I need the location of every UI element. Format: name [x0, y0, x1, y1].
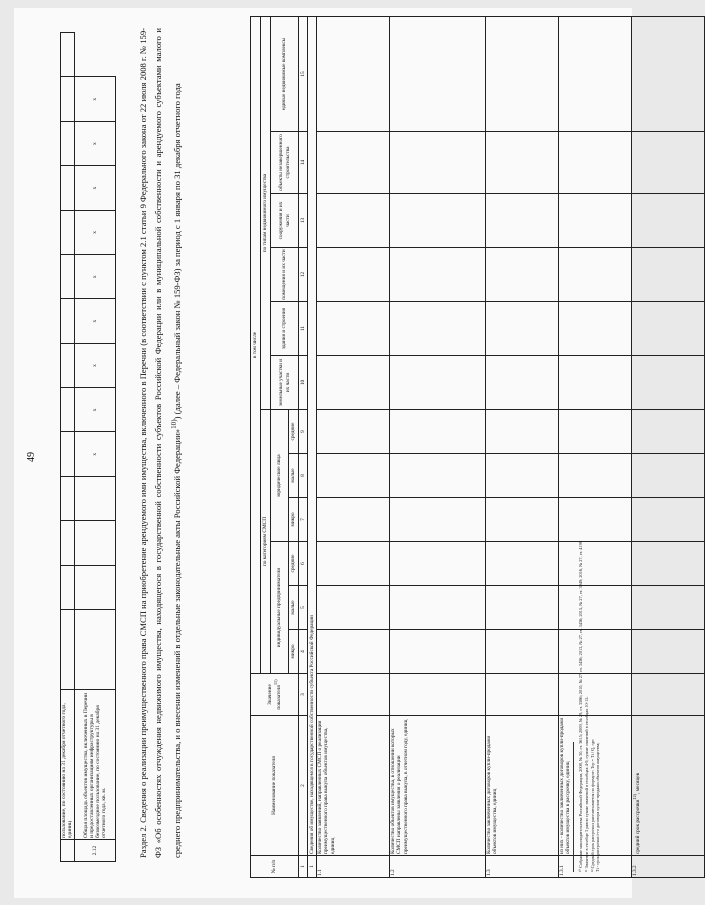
footnote-10: ¹⁰ Собрание законодательства Российской Федерации, 2008, № 30, ст. 3615; 2009, № 29, ст. 3586; 2010, № 27, ст. 3436; 2013, № 27, ст. 3436; 2015, № 27, ст. 3949; 2016, № 27, ст. 4198: [578, 541, 583, 872]
x-mark: х: [75, 343, 116, 387]
col-number: 14: [299, 132, 308, 194]
footnote-11: ¹¹ Значение в столбце 3 равно сумме значений в столбцах 4-9, сумме значений в столбцах 10-15.: [583, 696, 589, 872]
footnote-separator: [573, 742, 574, 872]
page-number: 49: [26, 452, 37, 462]
header-yl-micro: микро: [289, 498, 299, 542]
header-ip-medium: средние: [289, 542, 299, 586]
header-ip: индивидуальные предприниматели: [271, 542, 289, 674]
header-buildings: здания и строения: [271, 302, 299, 356]
header-property-types: по типам недвижимого имущества: [261, 17, 271, 410]
header-yl: юридические лица: [271, 410, 289, 542]
x-mark: х: [75, 432, 116, 476]
header-unfinished: объекты незавершенного строительства: [271, 132, 299, 194]
rotated-content: [18, 12, 641, 892]
footnotes: [578, 22, 601, 872]
header-including: в том числе: [251, 17, 261, 674]
x-mark: х: [75, 121, 116, 165]
header-structures: сооружения и их части: [271, 194, 299, 248]
row-num: 1.3.1: [559, 856, 632, 878]
col-number: 6: [299, 542, 308, 586]
row-label: средний срок рассрочки$^{12)}$, месяцев: [632, 716, 705, 856]
col-number: 2: [299, 716, 308, 856]
continuation-table: [60, 32, 116, 862]
header-num: № п/п: [251, 856, 299, 878]
x-mark: х: [75, 77, 116, 121]
col-number: 4: [299, 630, 308, 674]
x-mark: х: [75, 166, 116, 210]
col-number: 10: [299, 356, 308, 410]
row-num: 1.1: [317, 856, 390, 878]
row-label: Количество заключенных договоров купли-продажи объектов имущества, единиц: [486, 716, 559, 856]
col-number: 12: [299, 248, 308, 302]
header-name: Наименование показателя: [251, 716, 299, 856]
x-mark: х: [75, 388, 116, 432]
header-land: земельные участки и их части: [271, 356, 299, 410]
main-table: № п/п Наименование показателя Значение показателя$^{11)}$ в том числе по категориям СМСП по типам недвижимого имущества индивидуальные предприниматели юридические лица земельные участки и их части здания и строения помещения и их части сооружения и их части объекты незавершенного строительства единые недвижимые комплексы микро малые средние микро малые средние 1 2 3 4 5 6 7 8 9 10 11 12 13 14 15 1 Сведения об имуществе, находящемся в государственной собственности субъекта Российской Федерации 1.1 Количество заявлений, направленных СМСП о реализации преимущественного права выкупа объектов имущества, единиц 1.2 Количество объектов имущества, в отношении которых СМСП направлены заявления о реализации преимущественного права выкупа, в отчетном году, единиц 1.3 Количество заключенных договоров купли-продажи объектов имущества, единиц 1.3.1 из них - количество заключенных договоров купли-продажи объектов имущества в рассрочку, единиц 1.3.2 средний срок рассрочки$^{12)}$, месяцев: [250, 16, 705, 878]
col-number: 11: [299, 302, 308, 356]
row-2-11-tail: пользование, по состоянию на 31 декабря отчетного года, единиц: [61, 690, 75, 840]
section-heading: Раздел 2. Сведения о реализации преимущественного права СМСП на приобретение арендуемого ими имущества, включенного в Перечни (в соответствии с пунктом 2.1 статьи 9 Федерального закона от 22 июля 2008 г. № 159-ФЗ «Об особенностях отчуждения недвижимого имущества, находящегося в государственной собственности субъектов Российской Федерации или в муниципальной собственности и арендуемого субъектами малого и среднего предпринимательства, и о внесении изменений в отдельные законодательные акты Российской Федерации»$^{10)}$) (далее – Федеральный закон № 159-ФЗ) за период с 1 января по 31 декабря отчетного года: [138, 28, 182, 858]
header-ip-small: малые: [289, 586, 299, 630]
col-number: 13: [299, 194, 308, 248]
header-yl-small: малые: [289, 454, 299, 498]
col-number: 15: [299, 17, 308, 132]
footnote-12-ti: Тi - срок рассрочки i-го договора купли-продажи объектов имущества;: [595, 742, 601, 872]
row-num: 1.3: [486, 856, 559, 878]
col-number: 1: [299, 856, 308, 878]
row-label: Количество заявлений, направленных СМСП о реализации преимущественного права выкупа объектов имущества, единиц: [317, 716, 390, 856]
col-number: 9: [299, 410, 308, 454]
col-number: 5: [299, 586, 308, 630]
header-smsp-categories: по категориям СМСП: [261, 410, 271, 674]
header-premises: помещения и их части: [271, 248, 299, 302]
row-2-12-num: 2.12: [75, 840, 116, 862]
document-page: [14, 8, 641, 898]
x-mark: х: [75, 210, 116, 254]
col-number: 7: [299, 498, 308, 542]
header-ip-micro: микро: [289, 630, 299, 674]
col-number: 3: [299, 674, 308, 716]
x-mark: х: [75, 299, 116, 343]
section-title-row: Сведения об имуществе, находящемся в государственной собственности субъекта Российской Федерации: [308, 17, 317, 856]
heading-footnote-ref: 10): [169, 419, 178, 429]
row-label: Количество объектов имущества, в отношении которых СМСП направлены заявления о реализации преимущественного права выкупа, в отчетном году, единиц: [390, 716, 486, 856]
footnote-12: ¹² Средний срок рассрочки рассчитывается по формуле: Тср = Тi / Q, где:: [589, 738, 595, 872]
header-value: Значение показателя$^{11)}$: [251, 674, 299, 716]
row-num: 1.3.2: [632, 856, 705, 878]
row-label: из них - количество заключенных договоров купли-продажи объектов имущества в рассрочку, единиц: [559, 716, 632, 856]
header-yl-medium: средние: [289, 410, 299, 454]
x-mark: х: [75, 255, 116, 299]
header-complexes: единые недвижимые комплексы: [271, 17, 299, 132]
row-num: 1.2: [390, 856, 486, 878]
col-number: 8: [299, 454, 308, 498]
row-2-12-label: Общая площадь объектов имущества, включенных в Перечни и предоставленных организациям инфраструктуры в безвозмездное пользование, по состоянию на 31 декабря отчетного года, кв. м.: [75, 690, 116, 840]
